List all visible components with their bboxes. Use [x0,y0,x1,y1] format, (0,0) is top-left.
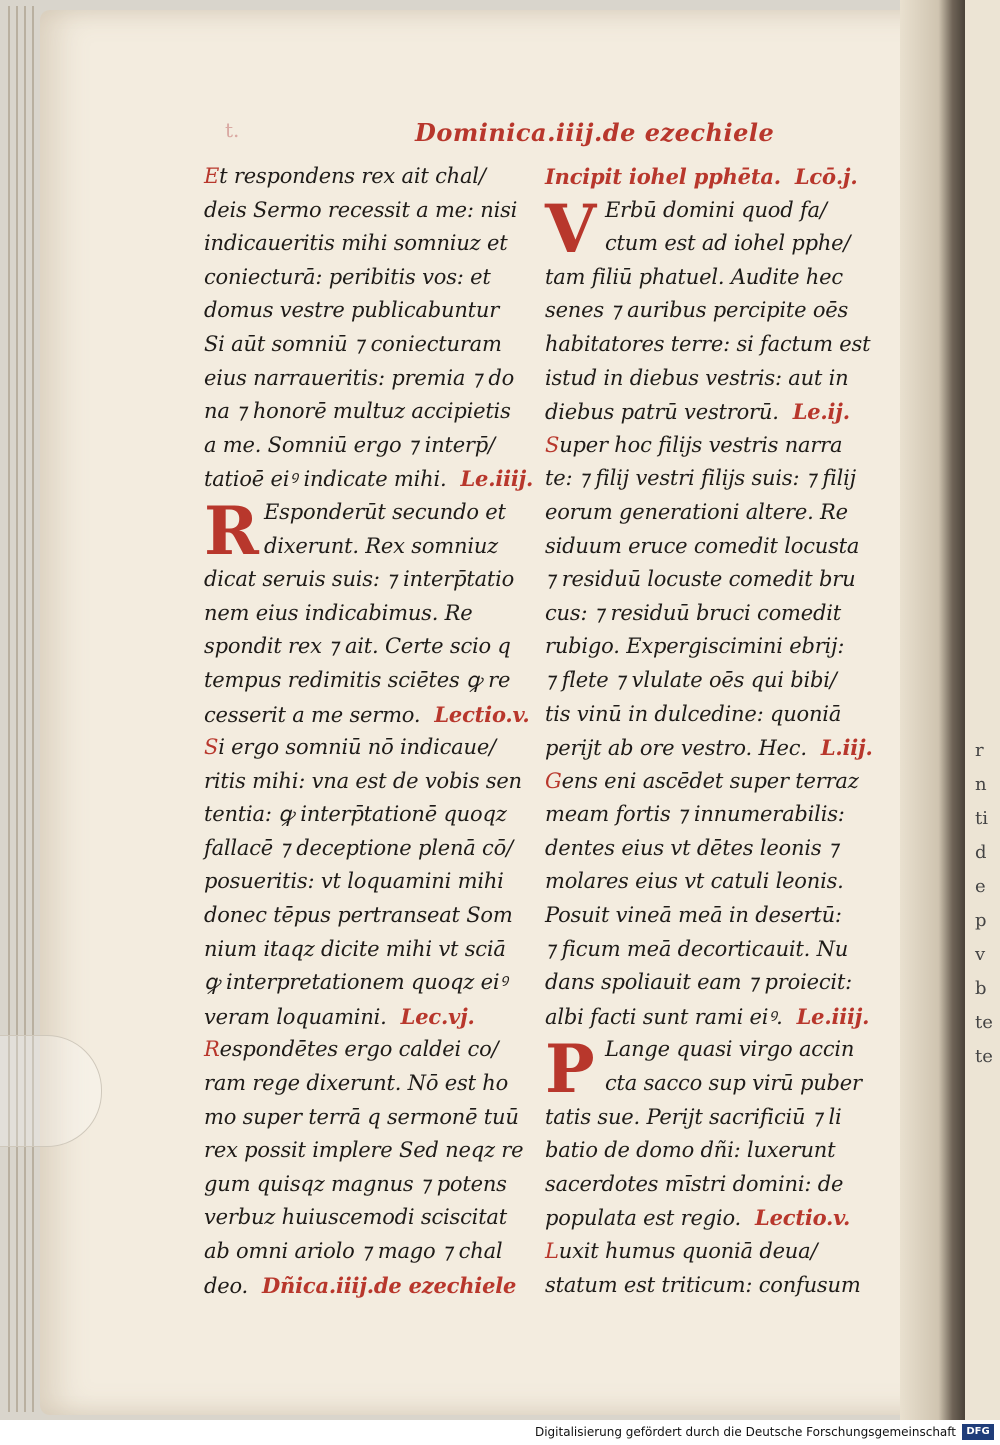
book-gutter [900,0,970,1420]
text-line [545,563,875,597]
text-line [545,1134,875,1168]
text-line [545,731,875,765]
lectio-marker: Lectio.v. [755,1205,851,1231]
line-text: deis Sermo recessit a me: nisi [204,197,518,222]
line-text: a me. Somniū ergo ⁊ interp̄/ [204,432,495,457]
line-text: eorum generationi altere. Re [545,499,848,524]
line-text: donec tēpus pertranseat Som [204,903,513,928]
rubric-heading: Incipit iohel pphēta. [545,164,781,189]
text-line [204,698,530,732]
line-text: istud in diebus vestris: aut in [545,365,849,390]
line-text: diebus patrū vestrorū. [545,400,779,425]
text-line [545,933,875,967]
page-edge [16,6,18,1412]
text-line [545,429,875,463]
text-column-left [204,160,534,1302]
line-text: siduum eruce comedit locusta [545,533,860,558]
text-line [204,160,524,194]
line-text: senes ⁊ auribus percipite oēs [545,298,849,323]
line-text: veram loquamini. [204,1004,387,1029]
line-text: sacerdotes mīstri domini: de [545,1171,844,1196]
line-text: na ⁊ honorē multuz accipietis [204,399,511,424]
line-text: uxit humus quoniā deua/ [558,1239,818,1263]
text-line [204,1201,524,1235]
running-head-left: t. [225,118,240,142]
line-text: t respondens rex ait chal/ [219,164,486,188]
facing-page-fragment: e [975,876,986,897]
text-line [545,160,875,194]
line-text: cesserit a me sermo. [204,702,421,727]
text-line [545,1269,875,1303]
line-text: tatioē eiꝰ indicate mihi. [204,467,447,492]
line-text: ⁊ residuū locuste comedit bru [545,567,856,592]
initial-letter: E [204,164,220,188]
line-text: ꝙ interpretationem quoqz eiꝰ [204,970,508,995]
text-line [204,1134,524,1168]
initial-letter: R [204,492,259,570]
digitization-footer [0,1420,1000,1445]
text-line [545,1168,875,1202]
line-text: espondētes ergo caldei co/ [219,1037,499,1062]
line-text: dentes eius vt dētes leonis ⁊ [545,835,839,860]
line-text: coniecturā: peribitis vos: et [204,264,491,289]
text-line [545,462,875,496]
initial-letter: S [545,432,560,457]
line-text: tempus redimitis sciētes ꝙ re [204,667,511,692]
line-text: posueritis: vt loquamini mihi [204,869,504,894]
line-text: eius narraueritis: premia ⁊ do [204,365,515,390]
text-line [204,462,534,496]
text-line [204,1235,524,1269]
line-text: nium itaqz dicite mihi vt sciā [204,936,506,961]
text-line [545,597,875,631]
facing-page-fragment: ti [975,808,988,829]
initial-letter: S [204,735,219,760]
text-line [545,698,875,732]
lectio-marker: Le.iiij. [796,1003,870,1029]
line-text: mo super terrā q sermonē tuū [204,1104,519,1129]
text-line [204,194,524,228]
line-text: dans spoliauit eam ⁊ proiecit: [545,970,853,995]
line-text: Posuit vineā meā in desertū: [545,903,842,928]
text-column-right [545,160,875,1302]
text-line [545,294,875,328]
line-text: deo. [204,1273,249,1298]
text-line [204,362,524,396]
text-line [545,765,875,799]
line-text: molares eius vt catuli leonis. [545,869,844,894]
line-text: ctum est ad iohel pphe/ [605,231,851,256]
text-line [204,294,524,328]
text-line [545,865,875,899]
line-text: Esponderūt secundo et [264,499,506,524]
line-text: rex possit implere Sed neqz re [204,1138,524,1163]
funding-credit: Digitalisierung gefördert durch die Deutsche Forschungsgemeinschaft [534,1425,956,1439]
line-text: rubigo. Expergiscimini ebrij: [545,634,845,659]
text-line [545,664,875,698]
line-text: batio de domo dñi: luxerunt [545,1138,836,1163]
line-text: ab omni ariolo ⁊ mago ⁊ chal [204,1239,503,1263]
text-line [204,328,524,362]
text-line [545,496,875,530]
line-text: tam filiū phatuel. Audite hec [545,264,843,289]
line-text: gum quisqz magnus ⁊ potens [204,1171,507,1196]
text-line [204,1101,524,1135]
text-line [545,832,875,866]
lectio-marker: Dñica.iiij.de ezechiele [262,1272,517,1298]
text-line [204,597,524,631]
initial-letter: R [204,1037,220,1062]
line-text: fallacē ⁊ deceptione plenā cō/ [204,835,513,860]
text-line [204,429,524,463]
line-text: dicat seruis suis: ⁊ interp̄tatio [204,567,515,592]
text-line [204,1000,524,1034]
text-line [204,899,524,933]
facing-page-fragment: r [975,740,984,761]
lectio-marker: Le.iiij. [460,466,534,492]
text-line [545,899,875,933]
initial-letter: P [545,1029,595,1108]
page-edge [8,6,10,1412]
text-line [204,1067,524,1101]
facing-page-fragment: n [975,774,987,795]
line-text: te: ⁊ filij vestri filijs suis: ⁊ filij [545,466,856,491]
facing-page-fragment: d [975,842,987,863]
text-line [204,630,524,664]
initial-letter: G [545,768,562,793]
line-text: spondit rex ⁊ ait. Certe scio q [204,634,511,659]
line-text: tis vinū in dulcedine: quoniā [545,701,842,726]
text-line [204,261,524,295]
facing-page-fragment: b [975,978,987,999]
text-line [545,1201,875,1235]
text-line [204,933,524,967]
text-line [204,227,524,261]
page-edge [32,6,34,1412]
text-line [545,1000,875,1034]
dfg-logo: DFG [962,1424,994,1440]
line-text: verbuz huiuscemodi sciscitat [204,1205,507,1230]
text-line [204,731,524,765]
line-text: albi facti sunt rami eiꝰ. [545,1004,783,1029]
line-text: i ergo somniū nō indicaue/ [218,735,496,760]
facing-page-fragment: te [975,1012,993,1033]
facing-page-fragment: v [975,944,986,965]
text-line [204,395,524,429]
text-line [204,966,524,1000]
running-head: Dominica.iiij.de ezechiele [415,118,775,147]
line-text: indicaueritis mihi somniuz et [204,231,508,256]
text-line [204,765,524,799]
facing-page-fragment: te [975,1046,993,1067]
lectio-marker: Le.ij. [792,399,850,425]
line-text: ritis mihi: vna est de vobis sen [204,768,522,793]
line-text: uper hoc filijs vestris narra [559,432,843,457]
initial-letter: L [545,1239,559,1263]
lectio-marker: Lec.vj. [400,1003,475,1029]
line-text: ⁊ flete ⁊ vlulate oēs qui bibi/ [545,667,837,692]
line-text: cus: ⁊ residuū bruci comedit [545,600,841,625]
line-text: Si aūt somniū ⁊ coniecturam [204,331,502,356]
line-text: tatis sue. Perijt sacrificiū ⁊ li [545,1104,842,1129]
line-text: cta sacco sup virū puber [605,1071,862,1096]
page-edge [24,6,26,1412]
line-text: populata est regio. [545,1206,742,1231]
text-line [204,832,524,866]
facing-page-edge [965,0,1000,1420]
facing-page-fragment: p [975,910,987,931]
text-line [545,395,875,429]
line-text: ens eni ascēdet super terraz [561,768,859,793]
text-line [204,1033,524,1067]
text-line [545,1235,875,1269]
text-line [204,1168,524,1202]
line-text: nem eius indicabimus. Re [204,600,473,625]
text-line [545,328,875,362]
line-text: Lange quasi virgo accin [605,1037,855,1062]
text-line [545,630,875,664]
initial-letter: V [545,189,597,268]
text-line [545,966,875,1000]
line-text: dixerunt. Rex somniuz [264,533,499,558]
text-line [545,530,875,564]
text-line [204,865,524,899]
line-text: ram rege dixerunt. Nō est ho [204,1071,509,1096]
line-text: ⁊ ficum meā decorticauit. Nu [545,936,849,961]
text-line [545,362,875,396]
line-text: statum est triticum: confusum [545,1272,861,1297]
text-line [204,798,524,832]
line-text: domus vestre publicabuntur [204,298,500,323]
line-text: perijt ab ore vestro. Hec. [545,736,807,761]
lectio-marker: L.iij. [820,735,873,761]
line-text: meam fortis ⁊ innumerabilis: [545,802,845,827]
line-text: habitatores terre: si factum est [545,331,871,356]
text-line [204,664,524,698]
lectio-marker: Lcō.j. [794,164,858,189]
text-line [545,798,875,832]
text-line [204,1269,524,1303]
line-text: tentia: ꝙ interp̄tationē quoqz [204,802,507,827]
line-text: Erbū domini quod fa/ [605,197,827,222]
lectio-marker: Lectio.v. [434,701,530,727]
